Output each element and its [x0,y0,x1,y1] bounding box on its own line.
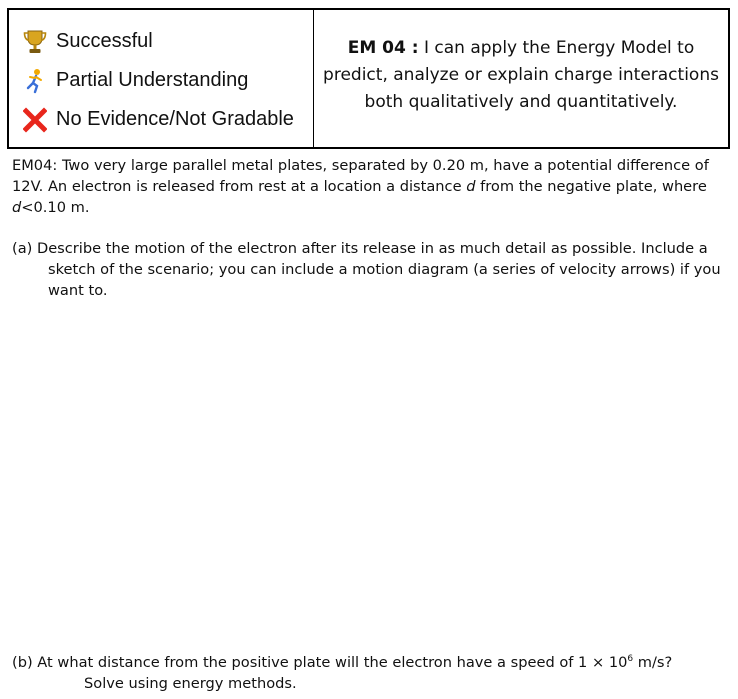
red-x-icon [23,107,47,133]
legend-label: Successful [56,30,153,52]
standard-code: EM 04 : [347,38,419,58]
trophy-icon [23,29,47,55]
learning-standard [314,10,728,147]
legend-label: No Evidence/Not Gradable [56,108,294,130]
legend-item-successful [9,22,313,61]
legend-label: Partial Understanding [56,69,249,91]
grading-legend [9,10,314,147]
variable-d: d [466,178,476,195]
legend-item-partial [9,61,313,100]
legend-item-no-evidence [9,100,313,139]
variable-d: d [12,199,22,216]
part-b-instruction: Solve using energy methods. [84,675,297,692]
runner-icon [23,68,47,94]
problem-intro: EM04: Two very large parallel metal plates, separated by 0.20 m, have a potential difference of 12V. An electron is released from rest at a location a distance d from the negative plate, where d<0.10 m. [12,157,709,216]
exponent: 6 [627,654,634,664]
part-b-question: (b) At what distance from the positive plate will the electron have a speed of $1 \times 10^6$ m/s? Solve using energy methods. [12,652,728,694]
standard-header-box [7,8,730,149]
part-a-question: (a) Describe the motion of the electron after its release in as much detail as possible. Include a sketch of the scenario; you can include a motion diagram (a series of velocity arrows) if you want to. [12,240,721,299]
standard-text: I can apply the Energy Model to predict, analyze or explain charge interactions both qualitatively and quantitatively. [323,38,719,112]
